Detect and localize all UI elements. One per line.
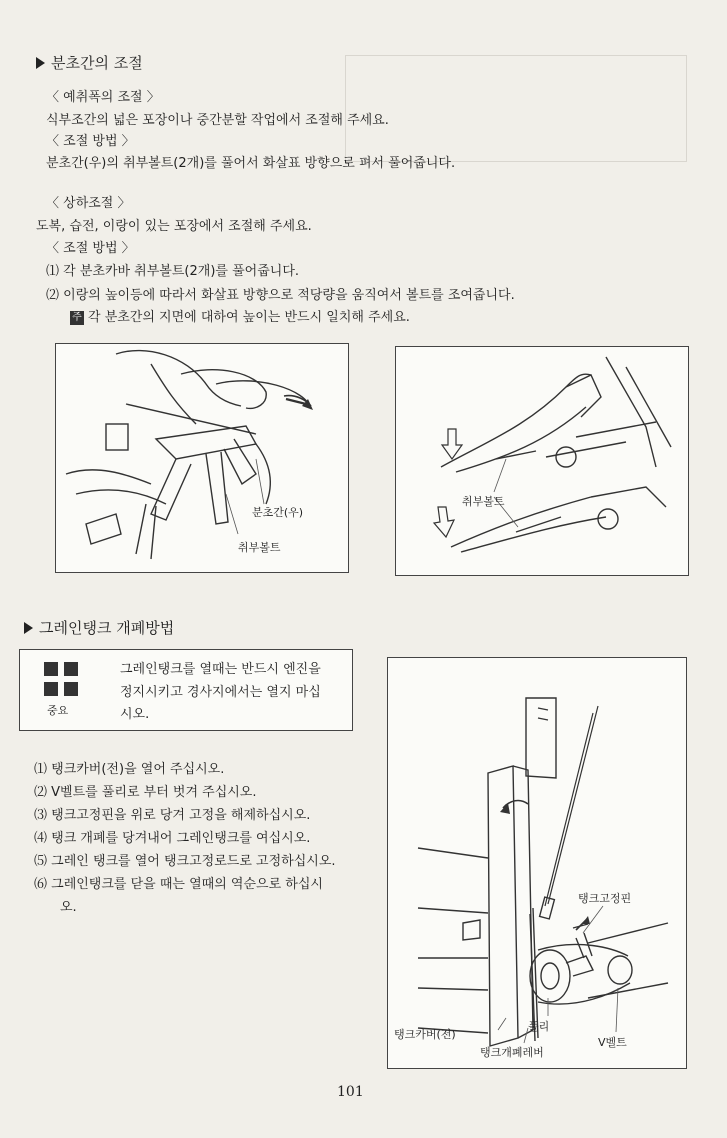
label-mount-bolt: 취부볼트 [238, 541, 281, 554]
notice-line-1: 그레인탱크를 열때는 반드시 엔진을 [120, 662, 321, 677]
section-title-divider-adjust [36, 52, 143, 73]
divider-height-illustration [396, 347, 688, 575]
width-description: 식부조간의 넓은 포장이나 중간분할 작업에서 조절해 주세요. [46, 113, 389, 128]
sub-heading-width: 〈 예취폭의 조절 〉 [46, 90, 160, 105]
notice-line-2: 정지시키고 경사지에서는 열지 마십 [120, 685, 321, 700]
list-item: 오. [60, 900, 77, 915]
caution-note [70, 306, 410, 329]
list-item: ⑷ 탱크 개폐를 당겨내어 그레인탱크를 여십시오. [34, 831, 311, 846]
up-arrow-icon [582, 916, 590, 924]
section-title-text-2: 그레인탱크 개폐방법 [39, 619, 175, 637]
notice-line-3: 시오. [120, 707, 150, 722]
divider-illustration [56, 344, 348, 572]
method-description-1: 분초간(우)의 취부볼트(2개)를 풀어서 화살표 방향으로 펴서 풀어줍니다. [46, 156, 456, 171]
grain-tank-illustration [388, 658, 686, 1068]
figure-grain-tank [387, 657, 687, 1069]
grain-tank-steps [34, 758, 336, 919]
triangle-bullet-icon [36, 57, 45, 69]
down-arrow-icon-2 [434, 507, 454, 537]
label-v-belt: V벨트 [598, 1036, 627, 1049]
list-item: ⑵ V벨트를 풀리로 부터 벗겨 주십시오. [34, 785, 257, 800]
label-pulley: 풀리 [528, 1020, 550, 1033]
important-label: 중요 [47, 704, 69, 717]
method-label-2: 〈 조절 방법 〉 [46, 241, 135, 256]
arrow-icon-2 [500, 803, 510, 814]
list-item: ⑹ 그레인탱크를 닫을 때는 열때의 역순으로 하십시 [34, 877, 323, 892]
sub-heading-height: 〈 상하조절 〉 [46, 196, 131, 211]
list-item: ⑸ 그레인 탱크를 열어 탱크고정로드로 고정하십시오. [34, 854, 336, 869]
label-mount-bolt-2: 취부볼트 [462, 495, 505, 508]
method-label-1: 〈 조절 방법 〉 [46, 134, 135, 149]
label-divider-right: 분초간(우) [252, 506, 304, 519]
label-tank-pin: 탱크고정핀 [578, 892, 632, 905]
important-cross-icon [44, 662, 78, 696]
down-arrow-icon [442, 429, 462, 459]
figure-divider-height [395, 346, 689, 576]
caution-icon: 주 [70, 311, 84, 325]
label-tank-cover: 탱크카버(전) [394, 1028, 456, 1041]
section-title-grain-tank [24, 617, 174, 638]
caution-note-text: 각 분초간의 지면에 대하여 높이는 반드시 일치해 주세요. [88, 310, 410, 325]
triangle-bullet-icon-2 [24, 622, 33, 634]
step-2: ⑵ 이랑의 높이등에 따라서 화살표 방향으로 적당량을 움직여서 볼트를 조여줍니다. [46, 288, 515, 303]
height-description: 도복, 습전, 이랑이 있는 포장에서 조절해 주세요. [36, 219, 312, 234]
label-tank-lever: 탱크개폐레버 [480, 1046, 544, 1059]
list-item: ⑶ 탱크고정핀을 위로 당겨 고정을 해제하십시오. [34, 808, 311, 823]
important-notice-box [19, 649, 353, 731]
section-title-text: 분초간의 조절 [51, 54, 143, 72]
step-1: ⑴ 각 분초카바 취부볼트(2개)를 풀어줍니다. [46, 264, 300, 279]
list-item: ⑴ 탱크카버(전)을 열어 주십시오. [34, 762, 225, 777]
bleed-through-box [345, 55, 687, 162]
figure-divider-hand [55, 343, 349, 573]
page-number: 101 [337, 1084, 364, 1100]
